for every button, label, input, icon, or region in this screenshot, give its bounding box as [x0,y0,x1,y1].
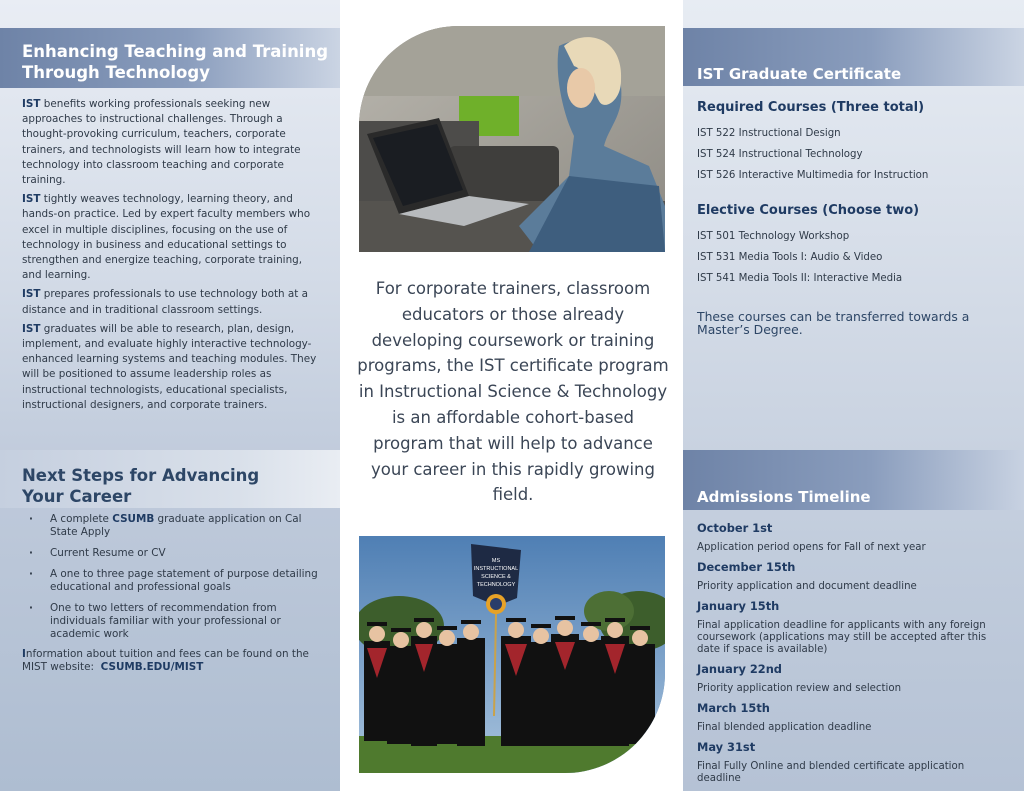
student-laptop-photo [359,26,665,252]
paragraph-benefits: IST benefits working professionals seeking new approaches to instructional challenges. Through a thought-provoking curriculum, teachers, corporate trainers, and technologists will learn how to integrate technology into classroom teaching and corporate training. [22,98,301,187]
paragraph-graduates: IST graduates will be able to research, plan, design, implement, and evaluate highly interactive technology-enhanced learning systems and teaching modules. They will be positioned to assume leadership roles as instructional technologists, educational specialists, instructional designers, and corporate trainers. [22,322,317,411]
timeline-date: March 15th [697,701,770,715]
timeline-text: Final blended application deadline [697,722,872,733]
heading-enhancing: Enhancing Teaching and Training Through Technology [22,42,329,82]
list-item: IST 531 Media Tools I: Audio & Video [697,252,883,263]
timeline-date: January 22nd [697,662,782,676]
timeline-date: December 15th [697,560,796,574]
heading-admissions: Admissions Timeline [697,488,871,506]
required-courses-list [697,127,1009,183]
list-item: IST 541 Media Tools II: Interactive Media [697,273,903,284]
banner-line-3: SCIENCE & [481,574,511,580]
intro-text [22,97,320,413]
list-item: · Current Resume or CV [22,547,320,560]
timeline-date: January 15th [697,599,780,613]
admissions-timeline [697,521,1009,785]
heading-next-steps: Next Steps for Advancing Your Career [22,466,260,506]
list-item: · A one to three page statement of purpose detailing educational and professional goals [22,568,320,594]
list-item: IST 522 Instructional Design [697,128,841,139]
banner-line-1: MS [491,558,501,564]
banner-line-4: TECHNOLOGY [476,582,516,588]
transfer-note: These courses can be transferred towards a Master’s Degree. [697,309,970,337]
section-header-enhancing [0,28,340,88]
mist-website-link[interactable]: CSUMB.EDU/MIST [100,661,204,673]
timeline-date: October 1st [697,521,773,535]
paragraph-weaves: IST tightly weaves technology, learning theory, and hands-on practice. Led by expert faculty members who excel in multiple disciplines, focusing on the use of technology in business and educational settings to strengthen and energize teaching, corporate training, and learning. [22,193,311,282]
right-panel [683,0,1024,791]
list-item: IST 526 Interactive Multimedia for Instruction [697,170,929,181]
elective-courses-heading: Elective Courses (Choose two) [697,203,920,218]
timeline-text: Priority application review and selection [697,683,902,694]
required-courses-heading: Required Courses (Three total) [697,100,925,115]
list-item: IST 501 Technology Workshop [697,231,850,242]
program-quote: For corporate trainers, classroom educators or those already developing coursework or training programs, the IST certificate program in Instructional Science & Technology is an affordable cohort-based program that will help to advance your career in this rapidly growing field. [357,279,669,505]
timeline-text: Priority application and document deadline [697,581,917,592]
graduates-illustration [359,536,665,773]
heading-certificate: IST Graduate Certificate [697,65,902,83]
list-item: · One to two letters of recommendation from individuals familiar with your professional or academic work [22,602,320,641]
timeline-text: Application period opens for Fall of next year [697,542,926,553]
middle-panel [345,0,680,791]
student-laptop-illustration [359,26,665,252]
graduates-photo [359,536,665,773]
timeline-date: May 31st [697,740,756,754]
tuition-info: Information about tuition and fees can be found on the MIST website: CSUMB.EDU/MIST [22,648,309,673]
elective-courses-list [697,230,1009,286]
list-item: IST 524 Instructional Technology [697,149,863,160]
courses-section [697,99,1009,336]
list-item: · A complete CSUMB graduate application on Cal State Apply [22,513,320,539]
section-header-certificate [683,28,1024,86]
timeline-text: Final Fully Online and blended certificate application deadline [697,761,965,784]
paragraph-prepares: IST prepares professionals to use technology both at a distance and in traditional classroom settings. [22,288,309,316]
next-steps-list [22,513,320,649]
left-panel [0,0,340,791]
section-header-admissions [683,450,1024,510]
banner-line-2: INSTRUCTIONAL [473,566,519,572]
section-header-next-steps [0,450,340,508]
timeline-text: Final application deadline for applicants with any foreign coursework (applications may still be accepted after this date if space is available) [697,620,987,655]
